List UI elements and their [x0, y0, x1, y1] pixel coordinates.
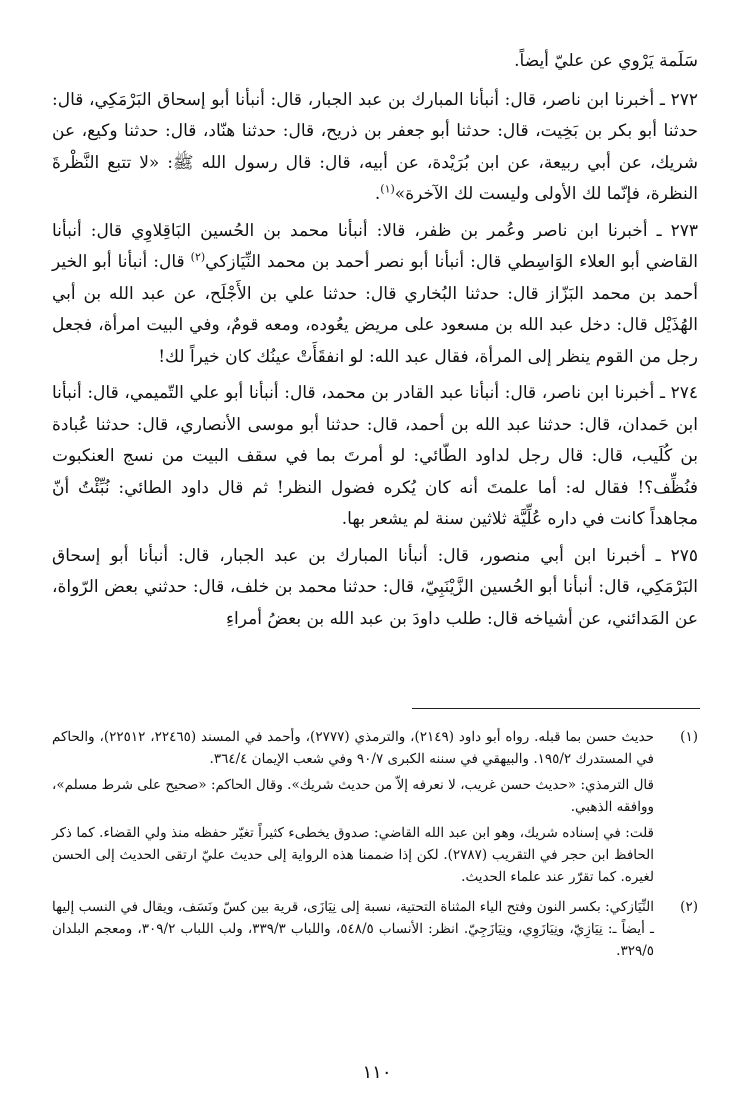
footnote-body	[52, 726, 654, 892]
footnote-2-part-1: النِّيَازكي: بكسر النون وفتح الياء المثناة التحتية، نسبة إلى نِيَازَى، قرية بين كسّ ونَسَف، ويقال في النسب إليها ـ أيضاً ـ: نِيَازِيّ، ونِيَازَوِي، ونِيَازَجِيّ. انظر: الأنساب ٥٤٨/٥، واللباب ٣٣٩/٣، ولب اللباب ٣٠٩/٢، ومعجم البلدان ٣٢٩/٥.	[52, 899, 654, 959]
footnote-number: (١)	[680, 729, 698, 745]
hadith-273-text-a: ٢٧٣ ـ أخبرنا ابن ناصر وعُمر بن ظفر، قالا: أنبأنا محمد بن الحُسين البَاقِلاوِي قال: أنبأنا القاضي أبو العلاء الوَاسِطي قال: أنبأنا أبو نصر أحمد بن محمد النِّيَازكي	[52, 220, 698, 272]
footnote-body	[52, 896, 654, 966]
hadith-272-text: ٢٧٢ ـ أخبرنا ابن ناصر، قال: أنبأنا المبارك بن عبد الجبار، قال: أنبأنا أبو إسحاق البَرْمَكِي، قال: حدثنا أبو بكر بن بَخِيت، قال: حدثنا أبو جعفر بن ذريح، قال: حدثنا هنّاد، قال: حدثنا وكيع، عن شريك، عن أبي ربيعة، عن ابن بُرَيْدة، عن أبيه، قال: قال رسول الله ﷺ: «لا تتبع النَّظْرةَ النظرة، فإنّما لك الأولى وليست لك الآخرة»	[52, 89, 698, 204]
hadith-274: ٢٧٤ ـ أخبرنا ابن ناصر، قال: أنبأنا عبد القادر بن محمد، قال: أنبأنا أبو علي التّميمي، قال: أنبأنا ابن حَمدان، قال: حدثنا عبد الله بن أحمد، قال: حدثنا أبو موسى الأنصاري، قال: حدثنا عُبادة بن كُلَيب، قال: قال رجل لداود الطّائي: لو أمرتَ بما في سقف البيت من نسج العنكبوت فنُظِّف؟! فقال له: أما علمتَ أنه كان يُكره فضول النظر! ثم قال داود الطائي: نُبِّئْتُ أنّ مجاهداً كانت في داره عُلِّيَّة ثلاثين سنة لم يشعر بها.	[52, 383, 698, 529]
footnote-1	[52, 726, 698, 892]
footnotes	[52, 726, 698, 970]
footnote-1-part-1: حديث حسن بما قبله. رواه أبو داود (٢١٤٩)، والترمذي (٢٧٧٧)، وأحمد في المسند (٢٢٤٦٥، ٢٢٥١٢)، والحاكم في المستدرك ١٩٥/٢. والبيهقي في سننه الكبرى ٩٠/٧ وفي شعب الإيمان ٣٦٤/٤.	[52, 729, 654, 767]
footnote-2	[52, 896, 698, 966]
main-text	[52, 46, 698, 640]
footnote-ref-1[interactable]: (١)	[380, 182, 395, 196]
page-number: ١١٠	[362, 1062, 392, 1083]
footnote-divider	[412, 708, 700, 709]
hadith-273-text-b: قال: أنبأنا أبو الخير أحمد بن محمد البَزّاز قال: حدثنا البُخاري قال: حدثنا علي بن الأَجْلَح، عن عبد الله بن أبي الهُذَيْل قال: دخل عبد الله بن مسعود على مريض يعُوده، ومعه قومٌ، وفي البيت امرأة، فجعل رجل من القوم ينظر إلى المرأة، فقال عبد الله: لو انفقَأَتْ عينُك كان خيراً لك!	[52, 252, 698, 367]
footnote-1-part-3: قلت: في إسناده شريك، وهو ابن عبد الله القاضي: صدوق يخطىء كثيراً تغيّر حفظه منذ ولي القضاء. كما ذكر الحافظ ابن حجر في التقريب (٢٧٨٧). لكن إذا ضممنا هذه الرواية إلى حديث عليّ ارتقى الحديث إلى الحسن لغيره. كما تقرّر عند علماء الحديث.	[52, 825, 654, 885]
footnote-1-part-2: قال الترمذي: «حديث حسن غريب، لا نعرفه إلاّ من حديث شريك». وقال الحاكم: «صحيح على شرط مسلم»، ووافقه الذهبي.	[52, 777, 654, 815]
continuation-line: سَلَمة يَرْوي عن عليّ أيضاً.	[514, 51, 698, 71]
footnote-number: (٢)	[680, 899, 698, 915]
hadith-273	[52, 216, 698, 374]
footnote-ref-2[interactable]: (٢)	[190, 250, 206, 264]
hadith-275: ٢٧٥ ـ أخبرنا ابن أبي منصور، قال: أنبأنا المبارك بن عبد الجبار، قال: أنبأنا أبو إسحاق البَرْمَكِي، قال: أنبأنا أبو الحُسين الزَّيْنَبِيّ، قال: حدثنا محمد بن خلف، قال: حدثني بعض الرّواة، عن المَدائني، عن أشياخه قال: طلب داودَ بن عبد الله بن بعضُ أمراءِ	[52, 545, 698, 629]
hadith-272: ٢٧٢ ـ أخبرنا ابن ناصر، قال: أنبأنا المبارك بن عبد الجبار، قال: أنبأنا أبو إسحاق البَرْمَكِي، قال: حدثنا أبو بكر بن بَخِيت، قال: حدثنا أبو جعفر بن ذريح، قال: حدثنا هنّاد، قال: حدثنا وكيع، عن شريك، عن أبي ربيعة، عن ابن بُرَيْدة، عن أبيه، قال: قال رسول الله ﷺ: «لا تتبع النَّظْرةَ النظرة، فإنّما لك الأولى وليست لك الآخرة»$^{(١)}$.	[52, 89, 698, 204]
